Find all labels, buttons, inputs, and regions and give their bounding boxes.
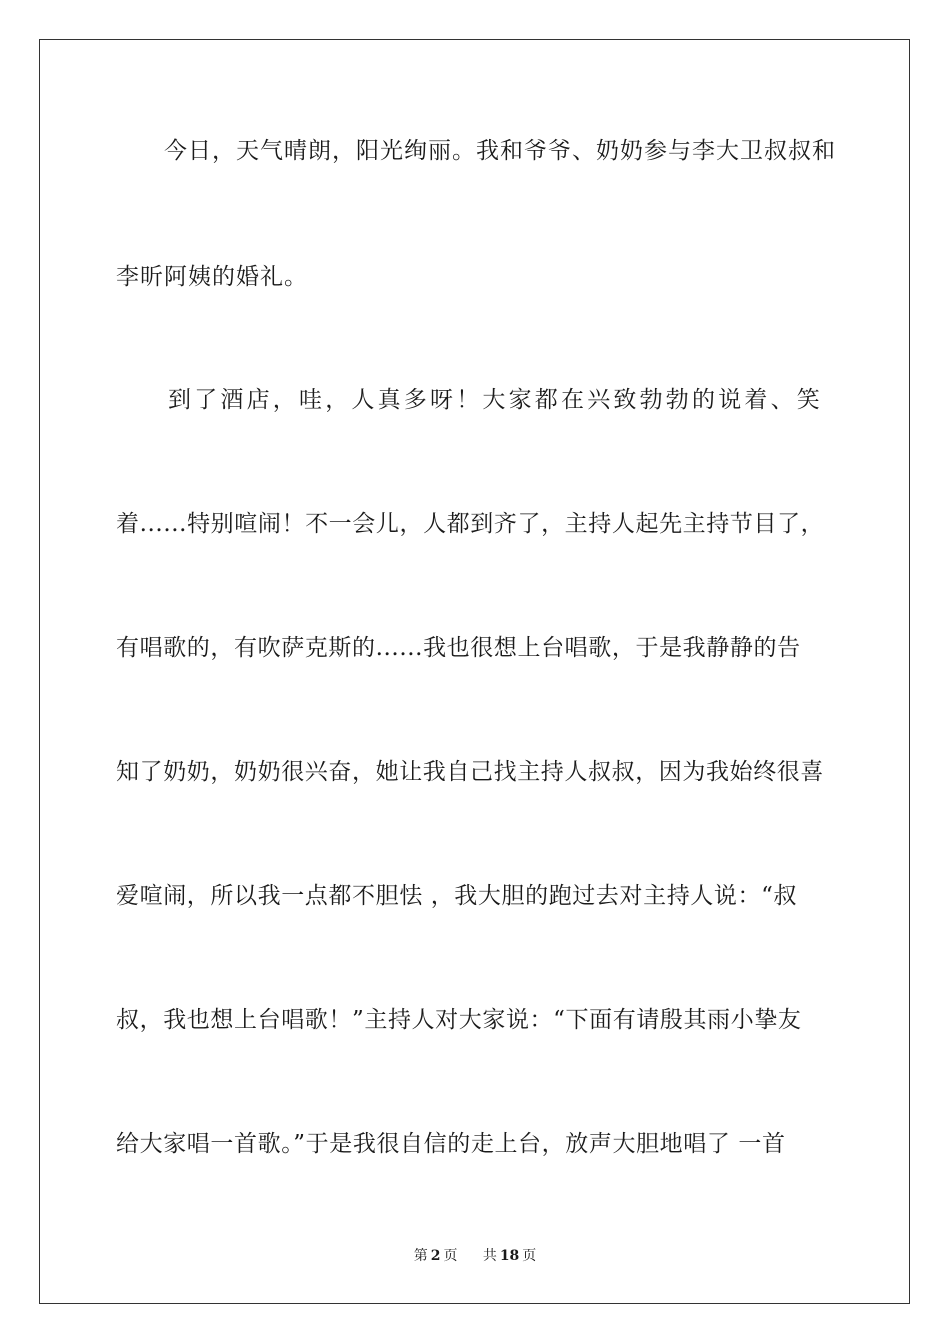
total-pages: 共 18 页 bbox=[482, 1248, 537, 1264]
paragraph-2-line-4: 知了奶奶，奶奶很兴奋，她让我自己找主持人叔叔，因为我始终很喜 bbox=[116, 759, 824, 785]
paragraph-2-line-5: 爱喧闹，所以我一点都不胆怯 ，我大胆的跑过去对主持人说：“叔 bbox=[116, 883, 798, 909]
paragraph-1-line-2: 李昕阿姨的婚礼。 bbox=[116, 264, 308, 290]
page-border bbox=[39, 39, 910, 1304]
paragraph-2-line-3: 有唱歌的，有吹萨克斯的......我也很想上台唱歌，于是我静静的告 bbox=[116, 635, 801, 661]
paragraph-2-line-2: 着......特别喧闹！不一会儿，人都到齐了，主持人起先主持节目了， bbox=[116, 511, 825, 537]
paragraph-2-line-7: 给大家唱一首歌。”于是我很自信的走上台，放声大胆地唱了 一首 bbox=[116, 1131, 786, 1157]
page-footer bbox=[0, 1246, 950, 1266]
paragraph-1-line-1: 今日，天气晴朗，阳光绚丽。我和爷爷、奶奶参与李大卫叔叔和 bbox=[164, 138, 836, 164]
paragraph-2-line-6: 叔，我也想上台唱歌！”主持人对大家说：“下面有请殷其雨小挚友 bbox=[116, 1007, 802, 1033]
current-page: 第 2 页 bbox=[413, 1248, 458, 1264]
paragraph-2-line-1: 到了酒店，哇，人真多呀！大家都在兴致勃勃的说着、笑 bbox=[168, 387, 823, 413]
